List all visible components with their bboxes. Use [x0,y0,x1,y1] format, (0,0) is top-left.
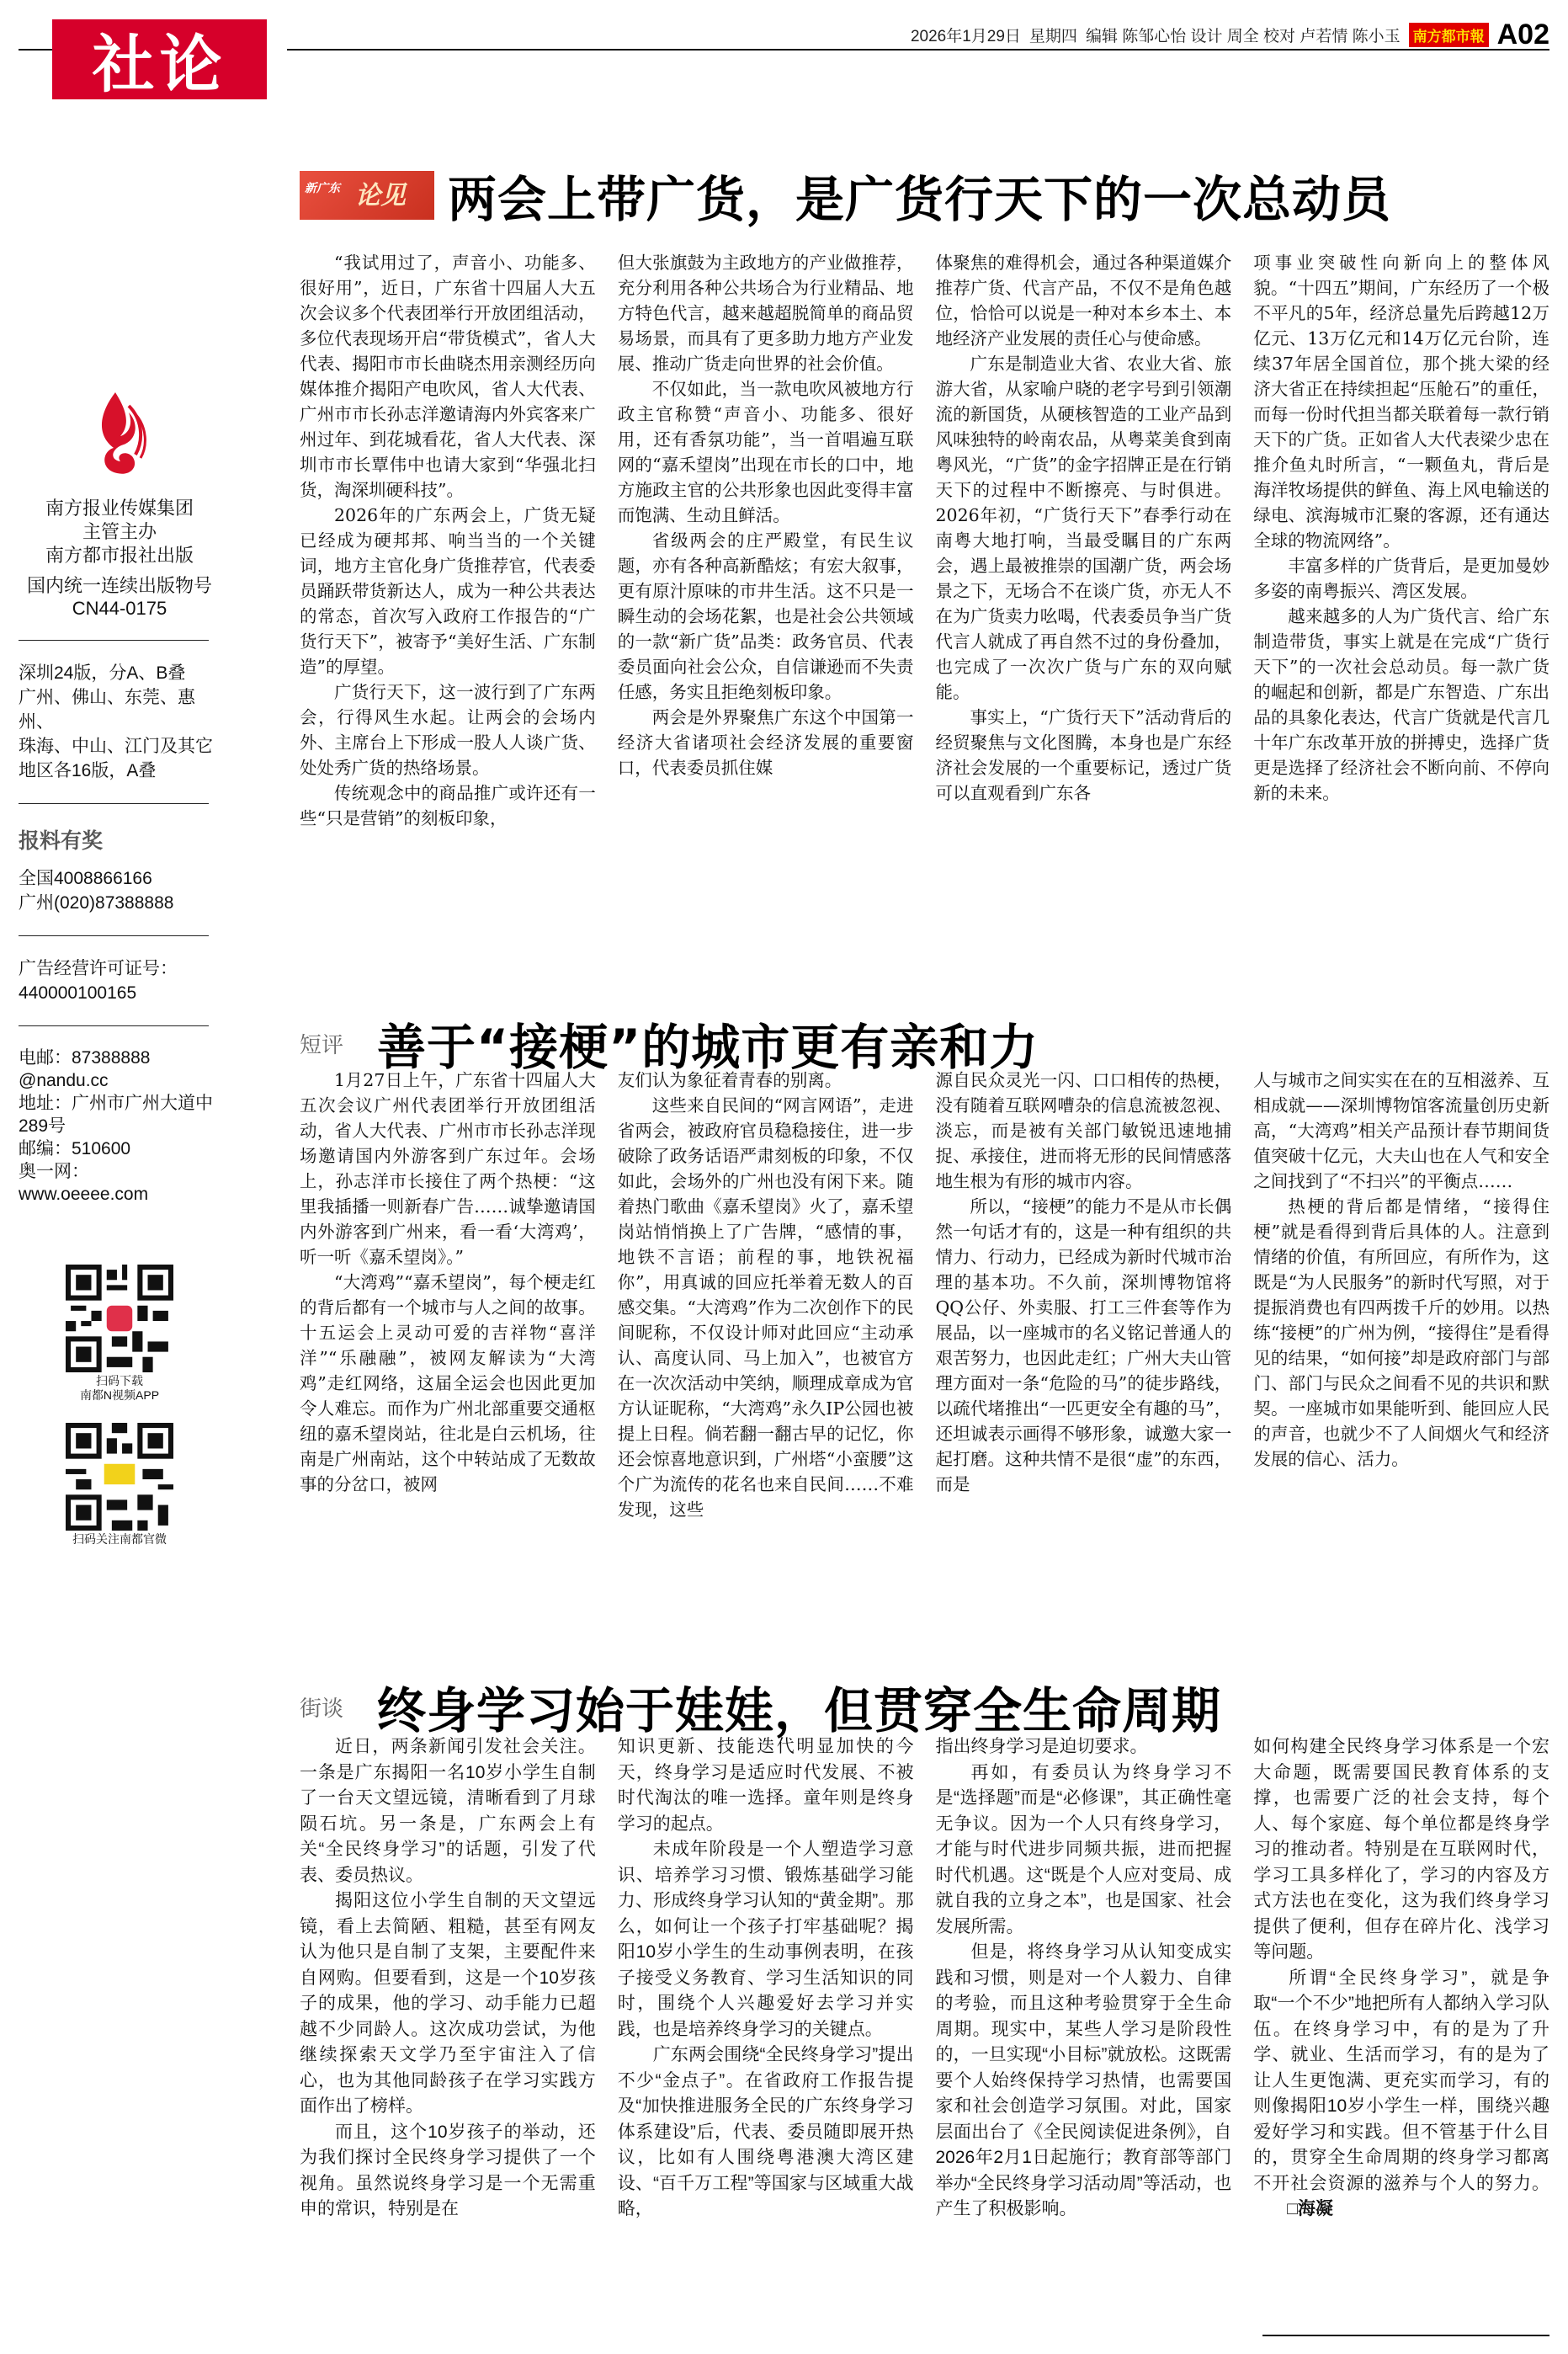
divider [19,1025,209,1026]
article-paragraph: 而且，这个10岁孩子的举动，还为我们探讨全民终身学习提供了一个视角。虽然说终身学习是一个无需重申的常识，特别是在 [300,2122,596,2218]
article-paragraph: 所谓“全民终身学习”，就是争取“一个不少”地把所有人都纳入学习队伍。在终身学习中，有的是为了升学、就业、生活而学习，有的是为了让人生更饱满、更充实而学习，有的则像揭阳10岁小学生一样，围绕兴趣爱好学习和实践。但不管基于什么目的，贯穿全生命周期的终身学习都离不开社会资源的滋养与个人的努力。□海凝 [1253,1968,1549,2218]
staff-credits: 编辑 陈邹心怡 设计 周全 校对 卢若情 陈小玉 [1085,28,1401,45]
contact-line: 邮编：510600 [19,1139,131,1158]
hotline-numbers [19,866,221,915]
article-column [1253,1734,1549,2223]
article1-headline: 两会上带广货，是广货行天下的一次总动员 [448,171,1392,228]
article-paragraph: 未成年阶段是一个人塑造学习意识、培养学习习惯、锻炼基础学习能力、形成终身学习认知的“黄金期”。那么，如何让一个孩子打牢基础呢？揭阳10岁小学生的生动事例表明，在孩子接受义务教育、学习生活知识的同时，围绕个人兴趣爱好去学习并实践，也是培养终身学习的关键点。 [617,1840,914,2039]
bottom-rule [1262,2335,1549,2336]
qr-caption [19,1532,221,1547]
article-paragraph: 近日，两条新闻引发社会关注。一条是广东揭阳一名10岁小学生自制了一台天文望远镜，清晰看到了月球陨石坑。另一条是，广东两会上有关“全民终身学习”的话题，引发了代表、委员热议。 [300,1737,596,1885]
edition-line: 深圳24版，分A、B叠 [19,663,186,683]
sidebar [19,379,221,1547]
article-paragraph: 广东两会围绕“全民终身学习”提出不少“金点子”。在省政府工作报告提及“加快推进服务全民的广东终身学习体系建设”后，代表、委员随即展开热议，比如有人围绕粤港澳大湾区建设、“百千万工程”等国家与区域重大战略， [617,2045,914,2218]
contact-line: @nandu.cc [19,1071,109,1090]
article-column [618,1734,914,2223]
article-paragraph: 但大张旗鼓为主政地方的产业做推荐，充分利用各种公共场合为行业精品、地方特色代言，越来越超脱简单的商品贸易场景，而具有了更多助力地方产业发展、推动广货走向世界的社会价值。 [617,253,914,374]
issue-date: 2026年1月29日 [910,28,1021,45]
edition-line: 地区各16版，A叠 [19,761,157,780]
publisher-info [19,497,221,567]
hotline-number: 全国4008866166 [19,869,152,888]
publication-id [19,574,221,620]
contact-info [19,1047,221,1206]
article-paragraph: 广货行天下，这一波行到了广东两会，行得风生水起。让两会的会场内外、主席台上下形成一股人人谈广货、处处秀广货的热络场景。 [300,682,596,778]
divider [19,935,209,936]
article-paragraph: 热梗的背后都是情绪，“接得住梗”就是看得到背后具体的人。注意到情绪的价值，有所回应，有所作为，这既是“为人民服务”的新时代写照，对于提振消费也有四两拨千斤的妙用。以热练“接梗”的广州为例，“接得住”是看得见的结果，“如何接”却是政府部门与部门、部门与民众之间看不见的共识和默契。一座城市如果能听到、能回应人民的声音，也就少不了人间烟火气和经济发展的信心、活力。 [1253,1196,1549,1469]
article-paragraph: 不仅如此，当一款电吹风被地方行政主官称赞“声音小、功能多、很好用，还有香氛功能”，当一首唱遍互联网的“嘉禾望岗”出现在市长的口中，地方施政主官的公共形象也因此变得丰富而饱满、生动且鲜活。 [617,379,914,525]
article-paragraph: 越来越多的人为广货代言、给广东制造带货，事实上就是在完成“广货行天下”的一次社会总动员。每一款广货的崛起和创新，都是广东智造、广东出品的具象化表达，代言广货就是代言几十年广东改革开放的拼搏史，选择广货更是选择了经济社会不断向前、不停向新的未来。 [1253,606,1549,803]
divider [19,803,209,804]
edition-line: 珠海、中山、江门及其它 [19,737,213,756]
article-paragraph: 指出终身学习是迫切要求。 [935,1737,1148,1756]
article-column [936,250,1232,831]
article-paragraph: 两会是外界聚焦广东这个中国第一经济大省诸项社会经济发展的重要窗口，代表委员抓住媒 [617,707,914,778]
column-badge-small: 新广东 [305,182,340,195]
article2-body [300,1068,1549,1522]
article-paragraph: 揭阳这位小学生自制的天文望远镜，看上去简陋、粗糙，甚至有网友认为他只是自制了支架，主要配件来自网购。但要看到，这是一个10岁孩子的成果，他的学习、动手能力已超越不少同龄人。这次成功尝试，为他继续探索天文学乃至宇宙注入了信心，也为其他同龄孩子在学习实践方面作出了榜样。 [300,1891,596,2116]
contact-line: 地址：广州市广州大道中 [19,1094,213,1113]
article-paragraph: 所以，“接梗”的能力不是从市长偶然一句话才有的，这是一种有组织的共情力、行动力，已经成为新时代城市治理的基本功。不久前，深圳博物馆将QQ公仔、外卖服、打工三件套等作为展品，以一座城市的名义铭记普通人的艰苦努力，也因此走红；广州大夫山管理方面对一条“危险的马”的徒步路线，以疏代堵推出“一匹更安全有趣的马”，还坦诚表示画得不够形象，诚邀大家一起打磨。这种共情不是很“虚”的东西，而是 [935,1196,1232,1494]
article-paragraph: 省级两会的庄严殿堂，有民生议题，亦有各种高新酷炫；有宏大叙事，更有原汁原味的市井生活。这不只是一瞬生动的会场花絮，也是社会公共领域的一款“新广货”品类：政务官员、代表委员面向社会公众，自信谦逊而不失责任感，务实且拒绝刻板印象。 [617,530,914,702]
article-paragraph: 2026年的广东两会上，广货无疑已经成为硬邦邦、响当当的一个关键词，地方主官化身广货推荐官，代表委员踊跃带货新达人，成为一种公共表达的常态，首次写入政府工作报告的“广货行天下”，被寄予“美好生活、广东制造”的厚望。 [300,505,596,677]
ad-license [19,956,221,1005]
article-paragraph: “大湾鸡”“嘉禾望岗”，每个梗走红的背后都有一个城市与人之间的故事。十五运会上灵动可爱的吉祥物“喜洋洋”“乐融融”，被网友解读为“大湾鸡”走红网络，这届全运会也因此更加令人难忘。而作为广州北部重要交通枢纽的嘉禾望岗站，往北是白云机场，往南是广州南站，这个中转站成了无数故事的分岔口，被网 [300,1272,596,1494]
article-paragraph: 如何构建全民终身学习体系是一个宏大命题，既需要国民教育体系的支撑，也需要广泛的社会支持，每个人、每个家庭、每个单位都是终身学习的推动者。特别是在互联网时代，学习工具多样化了，学习的内容及方式方法也在变化，这为我们终身学习提供了便利，但存在碎片化、浅学习等问题。 [1253,1737,1549,1962]
website-link[interactable]: www.oeeee.com [19,1185,149,1204]
article2-kicker: 短评 [300,1032,344,1058]
edition-line: 广州、佛山、东莞、惠州、 [19,688,195,732]
article-column [300,1068,596,1522]
article-paragraph: “我试用过了，声音小、功能多、很好用”，近日，广东省十四届人大五次会议多个代表团举行开放团组活动，多位代表现场开启“带货模式”，省人大代表、揭阳市市长曲晓杰用亲测经历向媒体推介揭阳产电吹风，省人大代表、广州市市长孙志洋邀请海内外宾客来广州过年、到花城看花，省人大代表、深圳市市长覃伟中也请大家到“华强北扫货，淘深圳硬科技”。 [300,253,596,500]
publication-id-label: 国内统一连续出版物号 [26,575,212,596]
article3-body [300,1734,1549,2223]
qr-code-app-icon[interactable] [66,1265,173,1372]
publication-id-value: CN44-0175 [72,598,167,619]
edition-info [19,661,221,783]
contact-line: 奥一网： [19,1162,89,1181]
article-column [1253,250,1549,831]
article-column [618,250,914,831]
publisher-line: 主管主办 [82,521,157,542]
author-signature: □海凝 [1287,2199,1333,2218]
article-paragraph: 体聚焦的难得机会，通过各种渠道媒介推荐广货、代言产品，不仅不是角色越位，恰恰可以说是一种对本乡本土、本地经济产业发展的责任心与使命感。 [935,253,1232,349]
article-column [300,1734,596,2223]
issue-weekday: 星期四 [1029,28,1077,45]
qr-code-wechat-icon[interactable] [66,1423,173,1531]
article-column [1253,1068,1549,1522]
ad-license-label: 广告经营许可证号： [19,959,178,978]
article-paragraph: 但是，将终身学习从认知变成实践和习惯，则是对一个人毅力、自律的考验，而且这种考验贯穿于全生命周期。现实中，某些人学习是阶段性的，一旦实现“小目标”就放松。这既需要个人始终保持学习热情，也需要国家和社会创造学习氛围。对此，国家层面出台了《全民阅读促进条例》，自2026年2月1日起施行；教育部等部门举办“全民终身学习活动周”等活动，也产生了积极影响。 [935,1942,1232,2218]
article-paragraph: 1月27日上午，广东省十四届人大五次会议广州代表团举行开放团组活动，省人大代表、广州市市长孙志洋现场邀请国内外游客到广东过年。会场上，孙志洋市长接住了两个热梗：“这里我插播一则新春广告……诚挚邀请国内外游客到广州来，看一看‘大湾鸡’，听一听《嘉禾望岗》。” [300,1070,596,1267]
article-paragraph: 知识更新、技能迭代明显加快的今天，终身学习是适应时代发展、不被时代淘汰的唯一选择。童年则是终身学习的起点。 [617,1737,914,1834]
publisher-line: 南方都市报社出版 [45,545,194,566]
header-info [911,19,1549,51]
column-badge [300,171,434,220]
article-paragraph: 再如，有委员认为终身学习不是“选择题”而是“必修课”，其正确性毫无争议。因为一个人只有终身学习，才能与时代进步同频共振，进而把握时代机遇。这“既是个人应对变局、成就自我的立身之本”，也是国家、社会发展所需。 [935,1762,1232,1936]
hotline-title: 报料有奖 [19,829,104,853]
article-paragraph: 人与城市之间实实在在的互相滋养、互相成就——深圳博物馆客流量创历史新高，“大湾鸡”相关产品预计春节期间货值突破十亿元，大夫山也在人气和安全之间找到了“不扫兴”的平衡点…… [1253,1070,1549,1191]
article-paragraph: 友们认为象征着青春的别离。 [617,1070,842,1090]
article-column [936,1068,1232,1522]
newspaper-brand-logo: 南方都市報 [1409,23,1489,47]
contact-line: 电邮：87388888 [19,1048,151,1068]
qr-caption [19,1374,221,1403]
qr-caption-line: 南都N视频APP [79,1388,160,1402]
article-paragraph: 传统观念中的商品推广或许还有一些“只是营销”的刻板印象， [300,783,596,828]
article-column [936,1734,1232,2223]
article-paragraph: 源自民众灵光一闪、口口相传的热梗，没有随着互联网嘈杂的信息流被忽视、淡忘，而是被有关部门敏锐迅速地捕捉、承接住，进而将无形的民间情感落地生根为有形的城市内容。 [935,1070,1232,1191]
flame-logo-icon [90,389,149,482]
article-column [618,1068,914,1522]
article-paragraph: 这些来自民间的“网言网语”，走进省两会，被政府官员稳稳接住，进一步破除了政务话语严肃刻板的印象，不仅如此，会场外的广州也没有闲下来。随着热门歌曲《嘉禾望岗》火了，嘉禾望岗站悄悄换上了广告牌，“感情的事，地铁不言语；前程的事，地铁祝福你”，用真诚的回应托举着无数人的百感交集。“大湾鸡”作为二次创作下的民间昵称，不仅设计师对此回应“主动承认、高度认同、马上加入”，也被官方在一次次活动中笑纳，顺理成章成为官方认证昵称，“大湾鸡”永久IP公园也被提上日程。倘若翻一翻古早的记忆，你还会惊喜地意识到，广州塔“小蛮腰”这个广为流传的花名也来自民间……不难发现，这些 [617,1095,914,1520]
article-paragraph: 丰富多样的广货背后，是更加曼妙多姿的南粤振兴、湾区发展。 [1253,556,1549,601]
section-masthead: 社论 [52,19,267,99]
article-paragraph: 事实上，“广货行天下”活动背后的经贸聚焦与文化图腾，本身也是广东经济社会发展的一个重要标记，透过广货可以直观看到广东各 [935,707,1232,803]
contact-line: 289号 [19,1116,66,1136]
article-paragraph: 项事业突破性向新向上的整体风貌。“十四五”期间，广东经历了一个极不平凡的5年，经济总量先后跨越12万亿元、13万亿元和14万亿元台阶，连续37年居全国首位，那个挑大梁的经济大省正在持续担起“压舱石”的重任，而每一份时代担当都关联着每一款行销天下的广货。正如省人大代表梁少忠在推介鱼丸时所言，“一颗鱼丸，背后是海洋牧场提供的鲜鱼、海上风电输送的绿电、滨海城市汇聚的客源，还有通达全球的物流网络”。 [1253,253,1549,551]
page-number: A02 [1496,19,1549,51]
article-column [300,250,596,831]
article-paragraph: 广东是制造业大省、农业大省、旅游大省，从家喻户晓的老字号到引领潮流的新国货，从硬核智造的工业产品到风味独特的岭南农品，从粤菜美食到南粤风光，“广货”的金字招牌正是在行销天下的过程中不断擦亮、与时俱进。2026年初，“广货行天下”春季行动在南粤大地打响，当最受瞩目的广东两会，遇上最被推崇的国潮广货，两会场景之下，无场合不在谈广货，亦无人不在为广货卖力吆喝，代表委员争当广货代言人就成了再自然不过的身份叠加，也完成了一次次广货与广东的双向赋能。 [935,354,1232,702]
ad-license-number: 440000100165 [19,983,137,1003]
article1-title-row [300,160,1391,231]
article1-body [300,250,1549,831]
article3-kicker: 街谈 [300,1696,344,1722]
article3-title-row [300,1671,1221,1742]
hotline-number: 广州(020)87388888 [19,893,174,913]
qr-caption-line: 扫码关注南都官微 [72,1532,167,1546]
publisher-line: 南方报业传媒集团 [45,498,194,519]
divider [19,640,209,641]
article3-headline: 终身学习始于娃娃，但贯穿全生命周期 [377,1682,1222,1739]
article2-headline: 善于“接梗”的城市更有亲和力 [377,1019,1039,1076]
column-badge-big: 论见 [355,181,406,210]
qr-caption-line: 扫码下载 [96,1374,143,1387]
